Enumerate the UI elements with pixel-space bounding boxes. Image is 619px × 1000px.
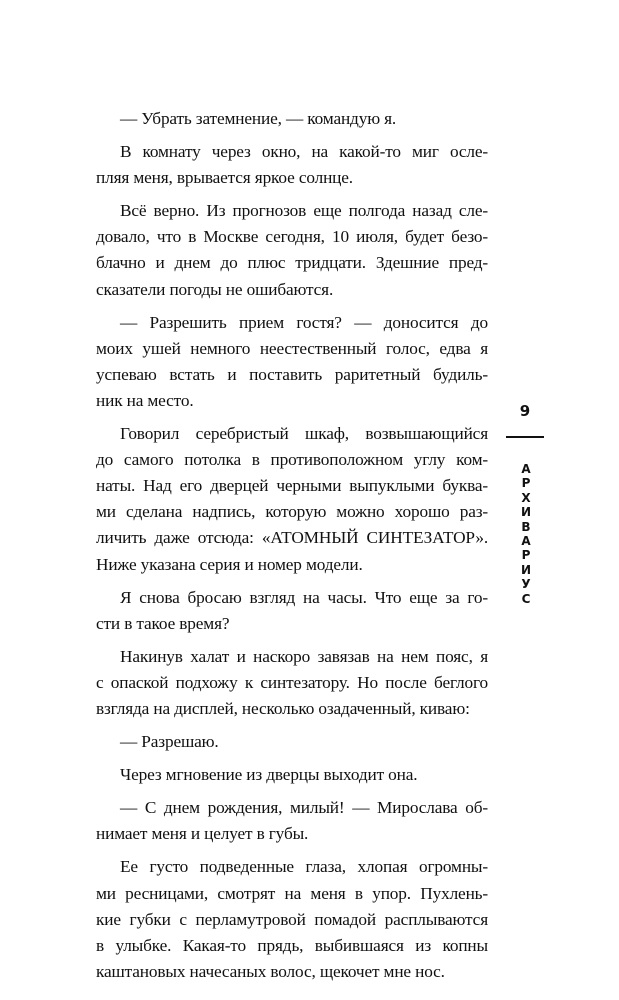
running-title-letter: У	[521, 577, 531, 592]
running-title-letter: Р	[521, 548, 531, 563]
text-line: — Убрать затемнение, — командую я.	[120, 109, 397, 128]
text-line: пляя меня, врывается яркое солнце.	[96, 168, 353, 188]
body-text	[96, 106, 488, 992]
text-line: с опаской подхожу к синтезатору. Но после беглого	[96, 672, 488, 692]
text-line: Ниже указана серия и номер модели.	[96, 554, 363, 574]
running-title-letter: И	[520, 562, 532, 577]
running-title	[517, 462, 535, 606]
paragraph-7	[96, 644, 488, 722]
text-line: наты. Над его дверцей черными выпуклыми буква-	[96, 476, 488, 496]
text-line: довало, что в Москве сегодня, 10 июля, будет безо-	[96, 227, 488, 247]
text-line: — Разрешаю.	[120, 732, 219, 752]
text-line: Говорил серебристый шкаф, возвышающийся	[120, 424, 488, 444]
text-line: сказатели погоды не ошибаются.	[96, 279, 334, 299]
text-line: моих ушей немного неестественный голос, едва я	[96, 338, 488, 358]
text-line: Ее густо подведенные глаза, хлопая огромны-	[120, 857, 488, 877]
paragraph-9	[96, 762, 488, 788]
text-line: — С днем рождения, милый! — Мирослава об-	[120, 798, 488, 818]
text-line: взгляда на дисплей, несколько озадаченный, киваю:	[96, 698, 470, 718]
text-line: кие губки с перламутровой помадой расплываются	[96, 909, 488, 929]
text-line: в улыбке. Какая-то прядь, выбившаяся из копны	[96, 935, 488, 955]
text-line: блачно и днем до плюс тридцати. Здешние пред-	[96, 253, 488, 273]
text-line: Накинув халат и наскоро завязав на нем пояс, я	[120, 646, 488, 666]
text-line: ми ресницами, смотрят на меня в упор. Пухлень-	[96, 883, 488, 903]
running-title-letter: Р	[521, 476, 531, 491]
text-line: каштановых начесаных волос, щекочет мне нос.	[96, 961, 445, 981]
text-line: сти в такое время?	[96, 613, 230, 633]
text-line: Через мгновение из дверцы выходит она.	[120, 765, 418, 785]
page-number: 9	[519, 402, 531, 420]
text-line: до самого потолка в противоположном углу ком-	[96, 450, 488, 470]
text-line: В комнату через окно, на какой-то миг осле-	[120, 142, 488, 162]
text-line: нимает меня и целует в губы.	[96, 824, 309, 844]
running-title-letter: С	[521, 591, 531, 606]
text-line: ми сделана надпись, которую можно хорошо раз-	[96, 502, 488, 522]
running-title-letter: А	[521, 534, 531, 549]
paragraph-10	[96, 795, 488, 847]
text-line: успеваю встать и поставить раритетный будиль-	[96, 364, 488, 384]
paragraph-11	[96, 854, 488, 984]
page-number-divider	[506, 436, 544, 438]
running-title-letter: А	[521, 462, 531, 476]
running-title-letter: Х	[521, 490, 531, 505]
paragraph-8	[96, 729, 488, 755]
paragraph-5	[96, 421, 488, 578]
text-line: — Разрешить прием гостя? — доносится до	[120, 312, 488, 332]
paragraph-2	[96, 139, 488, 191]
running-title-letter: И	[520, 505, 532, 520]
text-line: личить даже отсюда: «АТОМНЫЙ СИНТЕЗАТОР».	[96, 528, 488, 548]
text-line: Я снова бросаю взгляд на часы. Что еще за го-	[120, 587, 488, 607]
text-line: Всё верно. Из прогнозов еще полгода назад сле-	[120, 201, 488, 221]
paragraph-4	[96, 310, 488, 414]
running-title-letter: В	[521, 519, 531, 534]
paragraph-3	[96, 198, 488, 302]
paragraph-6	[96, 585, 488, 637]
paragraph-1	[96, 106, 488, 132]
text-line: ник на место.	[96, 390, 194, 410]
